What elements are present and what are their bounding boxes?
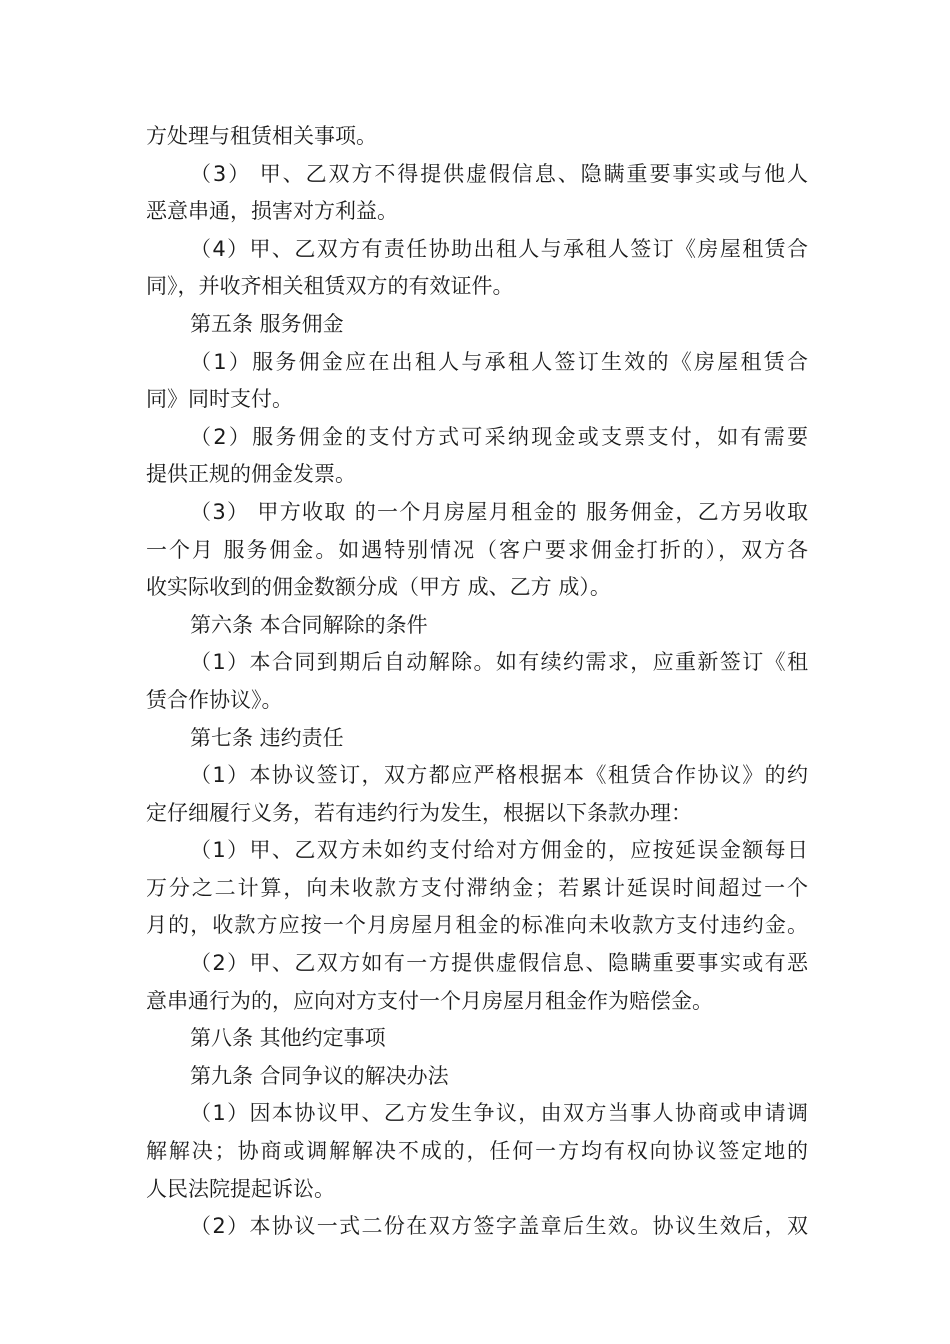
text-line: 第八条 其他约定事项 — [190, 1026, 386, 1051]
text-line: （3） 甲方收取 的一个月房屋月租金的 服务佣金，乙方另收取 — [190, 499, 808, 524]
text-line: 第七条 违约责任 — [190, 725, 344, 750]
text-line: 方处理与租赁相关事项。 — [146, 124, 377, 148]
text-line: 第六条 本合同解除的条件 — [190, 612, 428, 637]
text-line: 第九条 合同争议的解决办法 — [190, 1063, 449, 1088]
text-line: （3） 甲、乙双方不得提供虚假信息、隐瞒重要事实或与他人 — [190, 161, 808, 186]
text-line: （1）因本协议甲、乙方发生争议，由双方当事人协商或申请调 — [190, 1101, 808, 1126]
text-line: 第五条 服务佣金 — [190, 311, 344, 336]
text-line: （4）甲、乙双方有责任协助出租人与承租人签订《房屋租赁合 — [190, 236, 808, 261]
text-line: 一个月 服务佣金。如遇特别情况（客户要求佣金打折的），双方各 — [146, 537, 808, 562]
text-line: （1）本合同到期后自动解除。如有续约需求，应重新签订《租 — [190, 650, 808, 675]
text-line: （1）服务佣金应在出租人与承租人签订生效的《房屋租赁合 — [190, 349, 808, 374]
text-line: 意串通行为的，应向对方支付一个月房屋月租金作为赔偿金。 — [146, 988, 713, 1013]
text-line: 人民法院提起诉讼。 — [146, 1176, 335, 1201]
text-line: 月的，收款方应按一个月房屋月租金的标准向未收款方支付违约金。 — [146, 913, 808, 938]
text-line: 万分之二计算，向未收款方支付滞纳金；若累计延误时间超过一个 — [146, 875, 808, 900]
text-line: 恶意串通，损害对方利益。 — [146, 199, 398, 224]
text-line: 收实际收到的佣金数额分成（甲方 成、乙方 成）。 — [146, 575, 611, 600]
text-line: （1）本协议签订，双方都应严格根据本《租赁合作协议》的约 — [190, 763, 808, 788]
text-line: 赁合作协议》。 — [146, 687, 283, 712]
text-line: （2）服务佣金的支付方式可采纳现金或支票支付，如有需要 — [190, 424, 808, 449]
text-line: 解解决；协商或调解解决不成的，任何一方均有权向协议签定地的 — [146, 1139, 808, 1164]
text-line: 定仔细履行义务，若有违约行为发生，根据以下条款办理： — [146, 800, 692, 825]
text-line: 同》同时支付。 — [146, 387, 293, 412]
document-body — [146, 118, 808, 1246]
text-line: 提供正规的佣金发票。 — [146, 462, 356, 487]
text-line: （1）甲、乙双方未如约支付给对方佣金的，应按延误金额每日 — [190, 838, 808, 863]
text-line: （2）甲、乙双方如有一方提供虚假信息、隐瞒重要事实或有恶 — [190, 951, 808, 976]
text-line: 同》，并收齐相关租赁双方的有效证件。 — [146, 274, 514, 299]
text-line: （2）本协议一式二份在双方签字盖章后生效。协议生效后，双 — [190, 1214, 808, 1239]
